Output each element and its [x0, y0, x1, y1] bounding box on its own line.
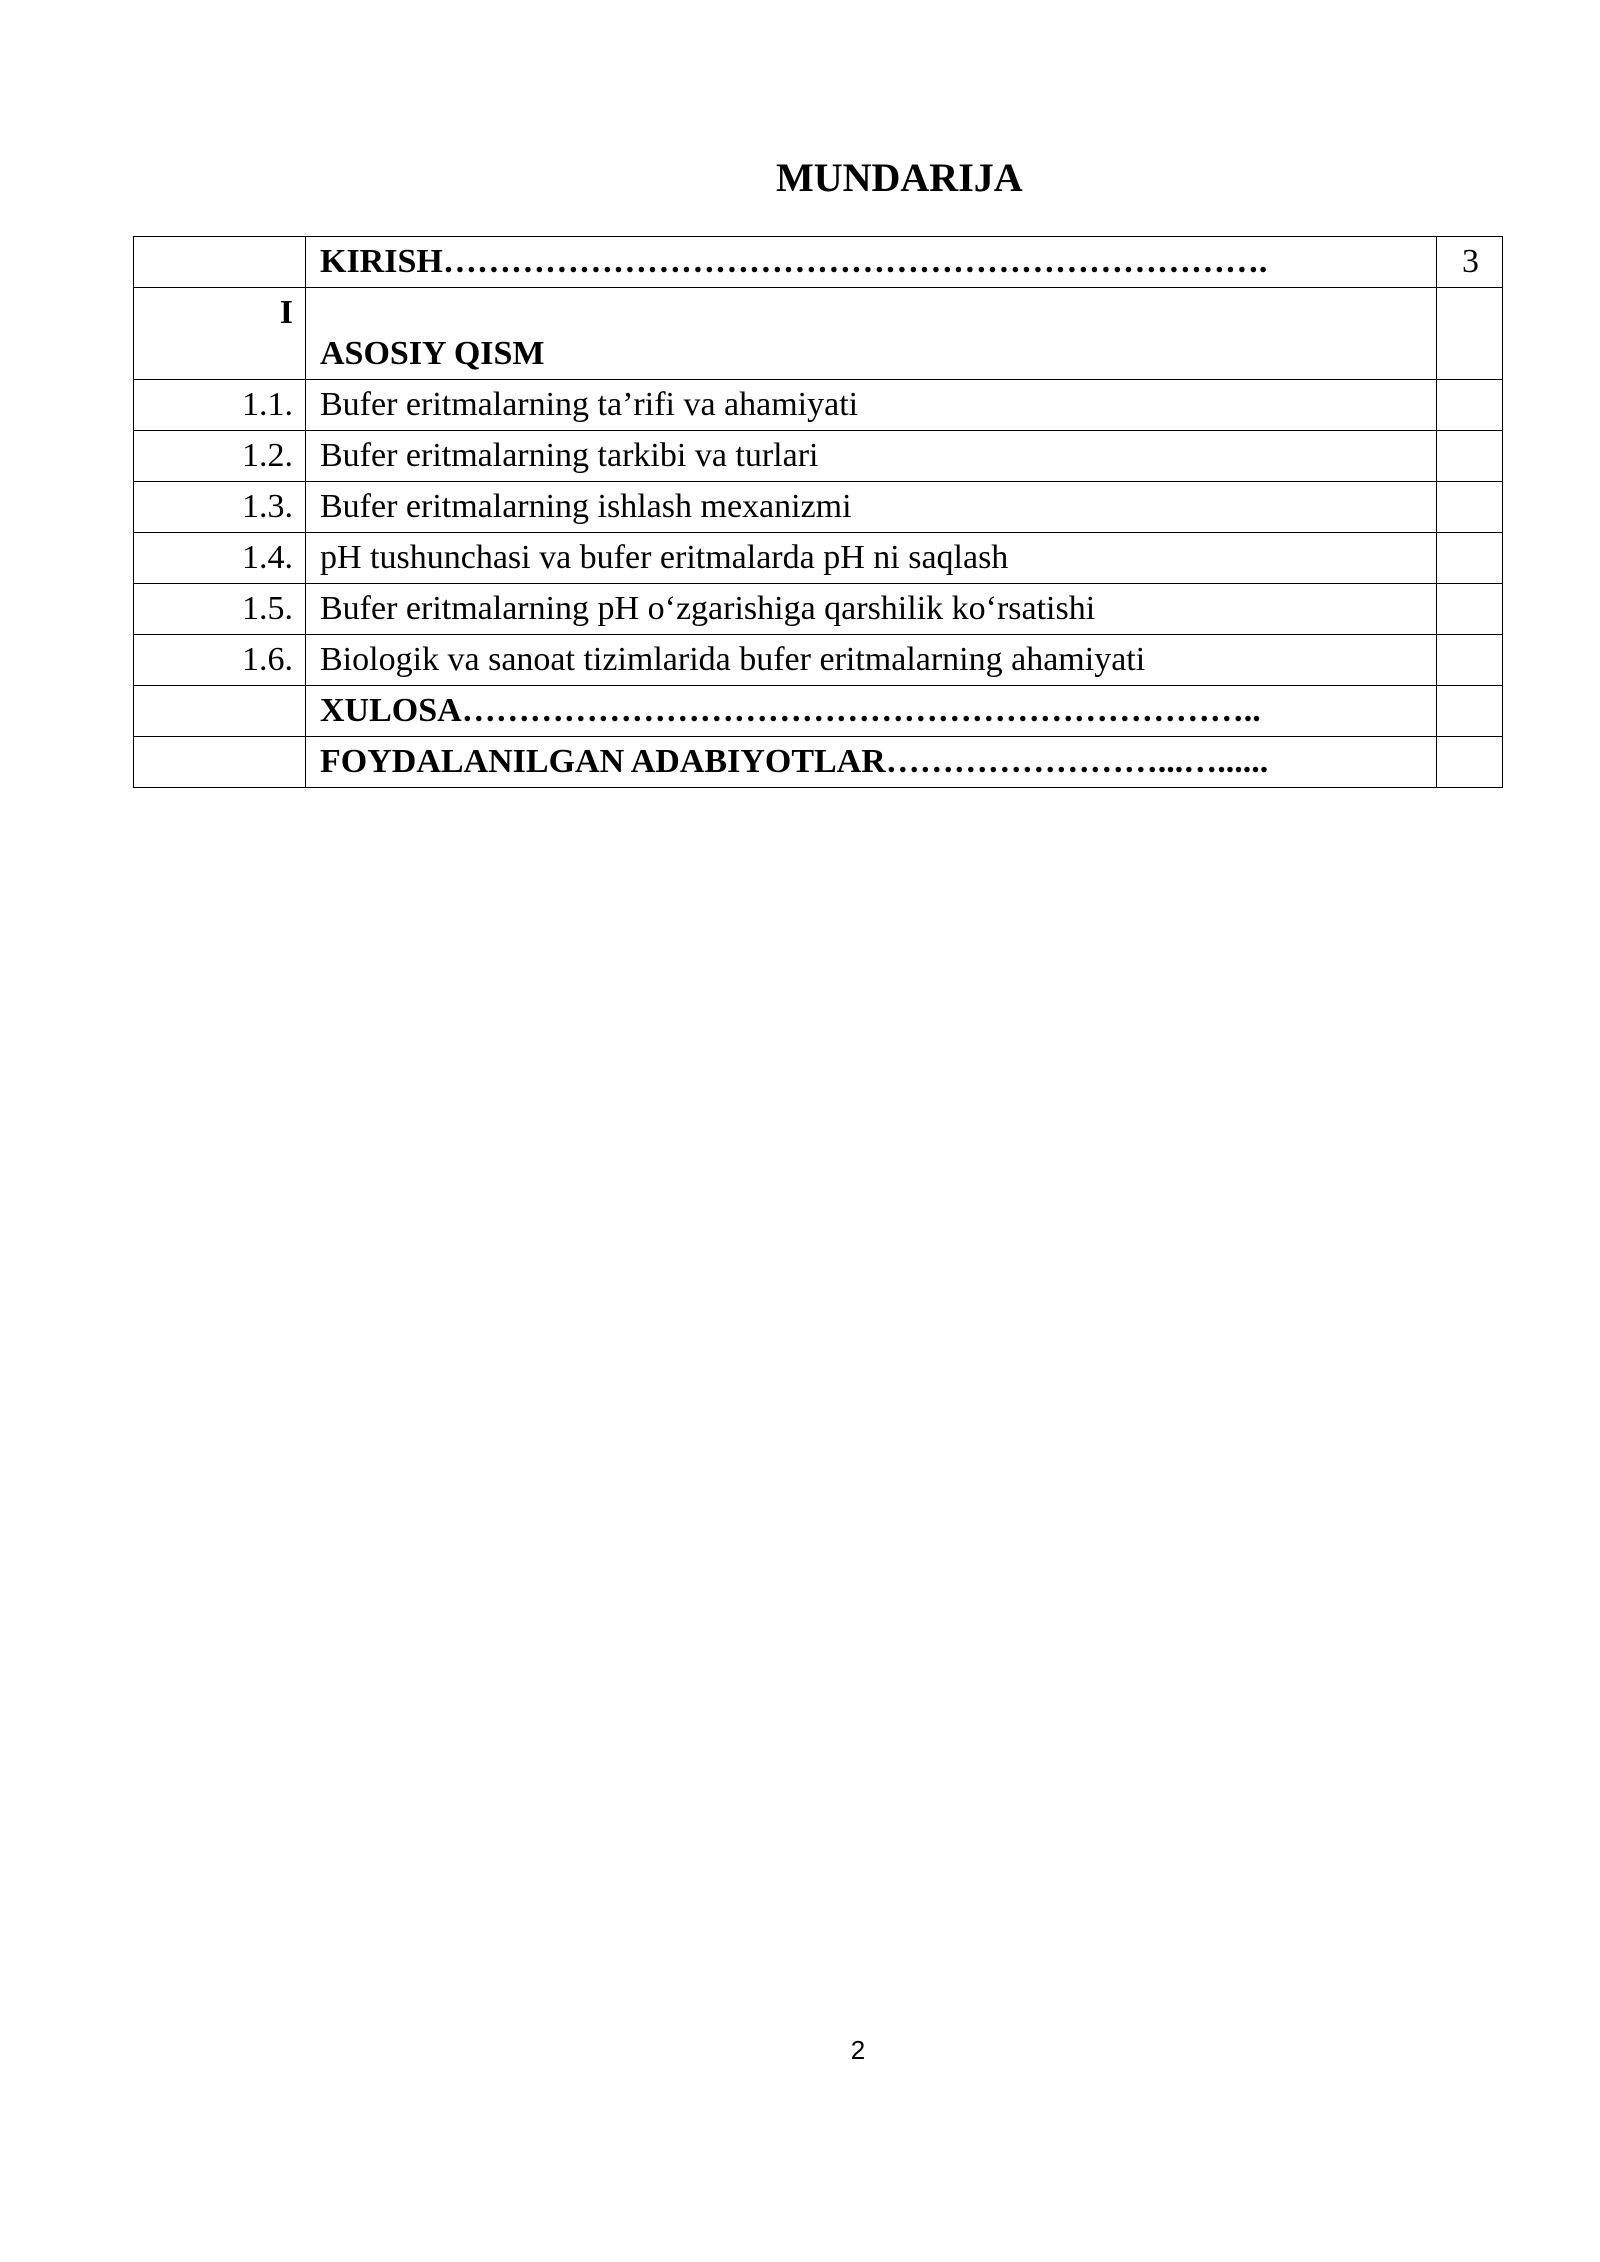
toc-row-number: [134, 237, 306, 288]
toc-row-page: [1437, 686, 1503, 737]
toc-row-number: 1.6.: [134, 635, 306, 686]
toc-row-page: [1437, 533, 1503, 584]
toc-row-title: Bufer eritmalarning ta’rifi va ahamiyati: [306, 380, 1437, 431]
toc-row-conclusion: [134, 686, 1503, 737]
toc-row-number: 1.3.: [134, 482, 306, 533]
toc-row-title: Biologik va sanoat tizimlarida bufer eritmalarning ahamiyati: [306, 635, 1437, 686]
toc-row-page: [1437, 737, 1503, 788]
toc-row-number: [134, 686, 306, 737]
toc-row-number: [134, 737, 306, 788]
toc-row-title: KIRISH……………………………………………………………….: [306, 237, 1437, 288]
toc-row-page: [1437, 380, 1503, 431]
toc-row-title: pH tushunchasi va bufer eritmalarda pH ni saqlash: [306, 533, 1437, 584]
toc-row-intro: [134, 237, 1503, 288]
toc-row-title: FOYDALANILGAN ADABIYOTLAR……………………...…......: [306, 737, 1437, 788]
toc-row-main-part: [134, 288, 1503, 380]
toc-row-title: XULOSA……………………………………………………………..: [306, 686, 1437, 737]
toc-row-page: [1437, 288, 1503, 380]
toc-row-number: 1.2.: [134, 431, 306, 482]
toc-row-title: ASOSIY QISM: [306, 288, 1437, 380]
document-title: MUNDARIJA: [776, 155, 1023, 200]
toc-row-1-6: [134, 635, 1503, 686]
toc-row-title: Bufer eritmalarning ishlash mexanizmi: [306, 482, 1437, 533]
toc-row-title: Bufer eritmalarning pH o‘zgarishiga qarshilik ko‘rsatishi: [306, 584, 1437, 635]
page-number: 2: [850, 2035, 866, 2065]
toc-row-1-3: [134, 482, 1503, 533]
toc-row-page: [1437, 635, 1503, 686]
toc-row-1-1: [134, 380, 1503, 431]
toc-row-number: 1.5.: [134, 584, 306, 635]
table-of-contents: [133, 236, 1503, 788]
toc-row-1-4: [134, 533, 1503, 584]
toc-row-1-5: [134, 584, 1503, 635]
toc-row-title: Bufer eritmalarning tarkibi va turlari: [306, 431, 1437, 482]
toc-row-page: [1437, 482, 1503, 533]
toc-row-references: [134, 737, 1503, 788]
toc-row-page: [1437, 431, 1503, 482]
toc-row-number: 1.4.: [134, 533, 306, 584]
toc-row-1-2: [134, 431, 1503, 482]
toc-row-number: 1.1.: [134, 380, 306, 431]
toc-row-number: I: [134, 288, 306, 380]
toc-row-page: 3: [1437, 237, 1503, 288]
toc-row-page: [1437, 584, 1503, 635]
